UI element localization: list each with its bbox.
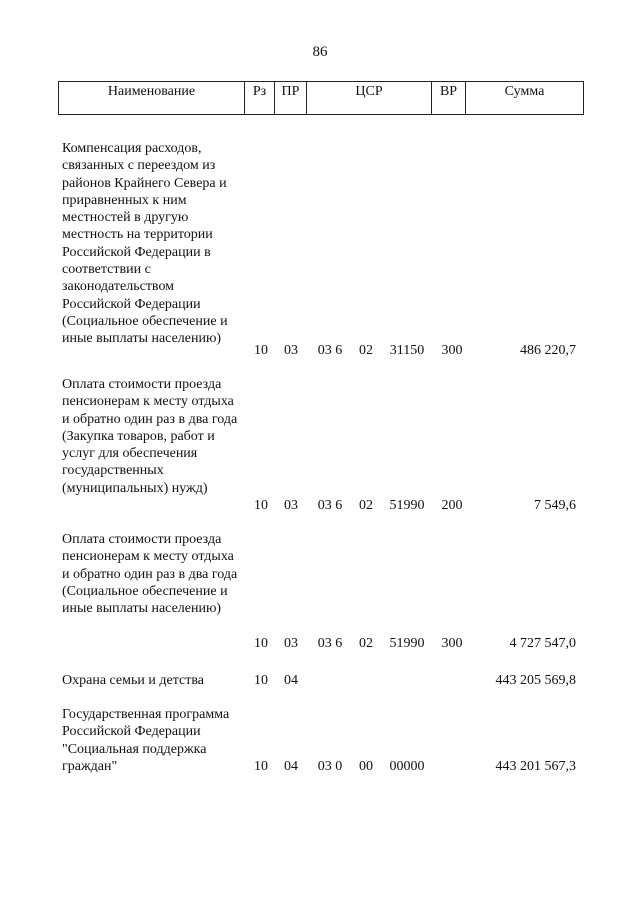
row-pr: 04 xyxy=(284,673,298,688)
row-rz: 10 xyxy=(254,343,268,358)
row-csr-subprogram: 02 xyxy=(359,498,373,513)
row-sum: 486 220,7 xyxy=(520,343,576,358)
row-csr-direction: 51990 xyxy=(389,636,425,651)
row-sum: 443 201 567,3 xyxy=(495,759,576,774)
row-pr: 03 xyxy=(284,343,298,358)
row-vr: 300 xyxy=(441,343,463,358)
row-vr: 200 xyxy=(441,498,463,513)
row-rz: 10 xyxy=(254,759,268,774)
header-vr: ВР xyxy=(432,82,466,114)
header-rz: Рз xyxy=(245,82,275,114)
row-csr-direction: 00000 xyxy=(389,759,425,774)
row-csr-direction: 51990 xyxy=(389,498,425,513)
row-sum: 4 727 547,0 xyxy=(509,636,576,651)
row-sum: 7 549,6 xyxy=(534,498,576,513)
row-csr-direction: 31150 xyxy=(389,343,425,358)
row-name: Государственная программа Российской Федерации "Социальная поддержка граждан" xyxy=(62,707,230,774)
row-pr: 04 xyxy=(284,759,298,774)
row-csr-program: 03 0 xyxy=(317,759,343,774)
row-rz: 10 xyxy=(254,673,268,688)
page-number: 86 xyxy=(312,44,328,60)
row-csr-subprogram: 02 xyxy=(359,636,373,651)
row-pr: 03 xyxy=(284,636,298,651)
row-name: Компенсация расходов, связанных с переездом из районов Крайнего Севера и приравненных к ним местностей в другую местность на территории Российской Федерации в соответствии с законодательством Российской Федерации (Социальное обеспечение и иные выплаты населению) xyxy=(62,141,228,347)
row-csr-program: 03 6 xyxy=(317,636,343,651)
row-rz: 10 xyxy=(254,498,268,513)
row-csr-subprogram: 00 xyxy=(359,759,373,774)
row-pr: 03 xyxy=(284,498,298,513)
row-csr-program: 03 6 xyxy=(317,498,343,513)
row-vr: 300 xyxy=(441,636,463,651)
row-sum: 443 205 569,8 xyxy=(495,673,576,688)
header-sum: Сумма xyxy=(504,84,545,99)
header-pr: ПР xyxy=(275,82,307,114)
table-header xyxy=(58,81,584,115)
row-name: Оплата стоимости проезда пенсионерам к месту отдыха и обратно один раз в два года (Закупка товаров, работ и услуг для обеспечения государственных (муниципальных) нужд) xyxy=(62,377,238,496)
row-csr-program: 03 6 xyxy=(317,343,343,358)
header-name: Наименование xyxy=(59,82,245,114)
row-name: Охрана семьи и детства xyxy=(62,673,204,688)
header-csr: ЦСР xyxy=(307,82,432,114)
row-name: Оплата стоимости проезда пенсионерам к месту отдыха и обратно один раз в два года (Социальное обеспечение и иные выплаты населению) xyxy=(62,532,238,617)
row-rz: 10 xyxy=(254,636,268,651)
row-csr-subprogram: 02 xyxy=(359,343,373,358)
